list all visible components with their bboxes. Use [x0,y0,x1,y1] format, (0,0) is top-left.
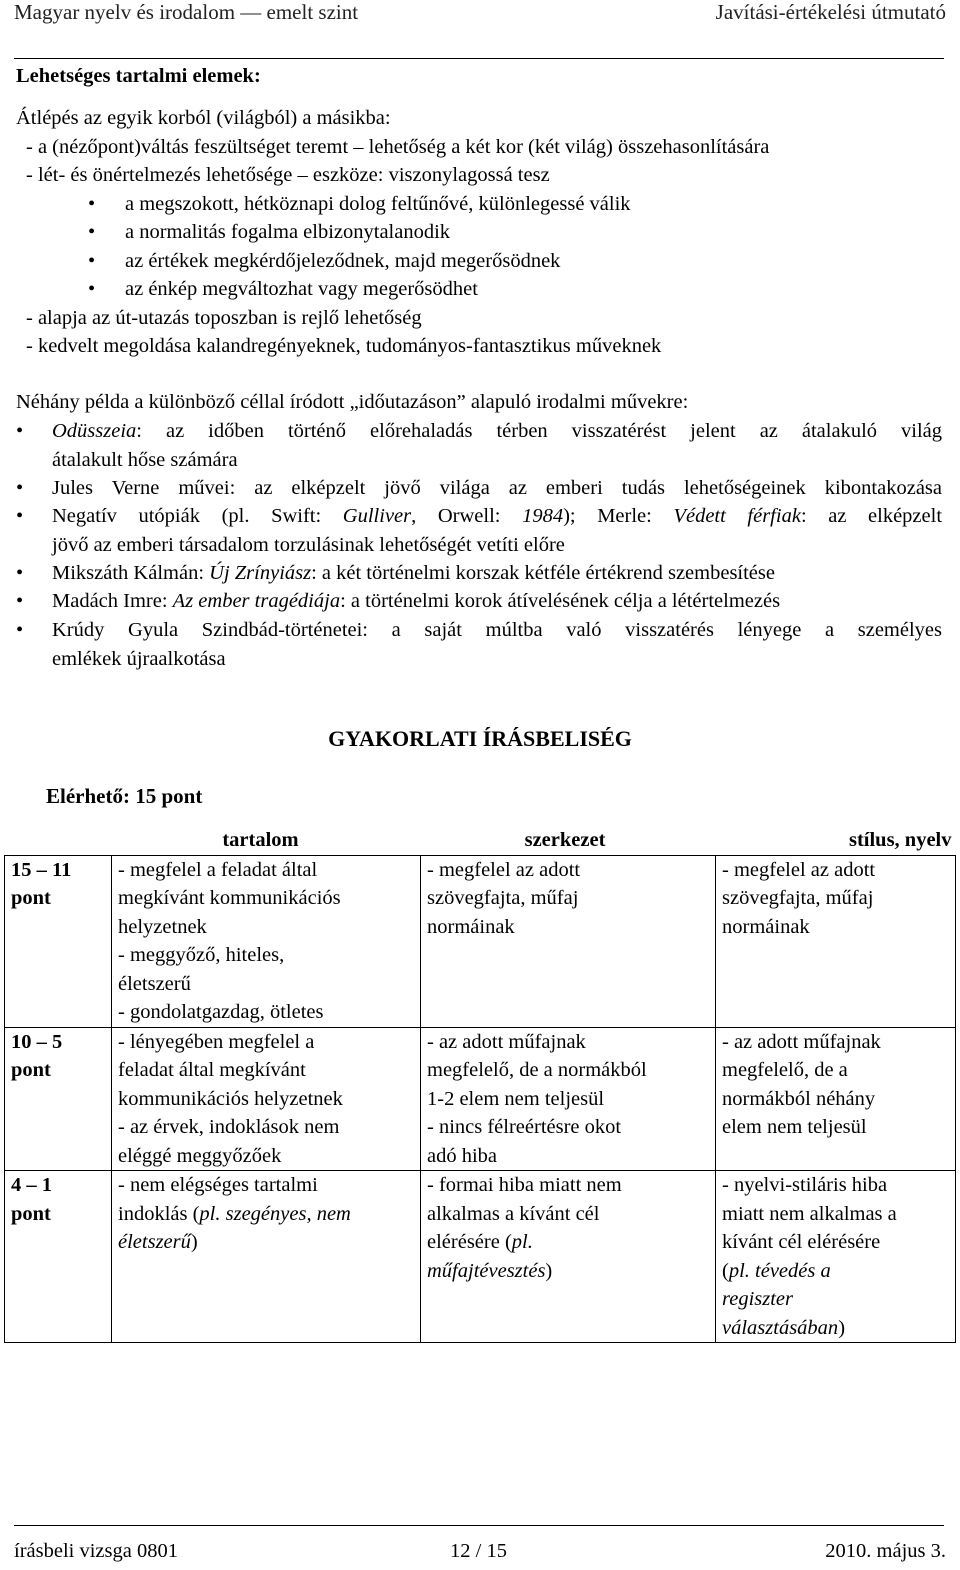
footer-date: 2010. május 3. [825,1540,946,1562]
level-cell: 15 – 11 pont [5,855,112,1027]
header-tartalom: tartalom [222,829,299,851]
example-bullet: • [16,619,24,641]
page-header [14,0,946,24]
content-cell: - lényegében megfelel a feladat által megkívánt kommunikációs helyzetnek - az érvek, indoklások nem eléggé meggyőzőek [112,1027,421,1171]
example-bullet: • [16,420,24,442]
style-cell: - nyelvi-stiláris hiba miatt nem alkalmas a kívánt cél elérésére (pl. tévedés a regiszter választásában) [716,1171,956,1343]
content-cell: - megfelel a feladat által megkívánt kommunikációs helyzetnek - meggyőző, hiteles, életszerű - gondolatgazdag, ötletes [112,855,421,1027]
example-krudy: Krúdy Gyula Szindbád-történetei: a saját múltba való visszatérés lényege a személyes emlékek újraalkotása [52,619,942,670]
structure-cell: - formai hiba miatt nem alkalmas a kívánt cél elérésére (pl. műfajtévesztés) [421,1171,716,1343]
level-cell: 4 – 1 pont [5,1171,112,1343]
example-verne: Jules Verne művei: az elképzelt jövő világa az emberi tudás lehetőségeinek kibontakozása [52,477,942,499]
example-utopiak: Negatív utópiák (pl. Swift: Gulliver, Orwell: 1984); Merle: Védett férfiak: az elképzelt jövő az emberi társadalom torzulásinak lehetőségét vetíti előre [52,505,943,556]
example-bullet: • [16,477,24,499]
table-header-row [5,826,956,855]
level-cell: 10 – 5 pont [5,1027,112,1171]
example-mikszath: Mikszáth Kálmán: Új Zrínyiász: a két történelmi korszak kétféle értékrend szembesítése [52,562,775,584]
structure-cell: - megfelel az adott szövegfajta, műfaj normáinak [421,855,716,1027]
header-stilus: stílus, nyelv [848,829,952,851]
dash-item: - a (nézőpont)váltás feszültséget teremt – lehetőség a két kor (két világ) összehasonlítására [26,136,770,158]
header-left: Magyar nyelv és irodalom — emelt szint [14,0,359,24]
example-odusszeia: Odüsszeia: az időben történő előrehaladás térben visszatérést jelent az átalakuló világ átalakult hőse számára [52,420,942,471]
table-row [5,1171,956,1343]
practice-title: GYAKORLATI ÍRÁSBELISÉG [328,726,632,751]
dash-item: - lét- és önértelmezés lehetősége – eszköze: viszonylagossá tesz [26,164,550,186]
dash-item: - alapja az út-utazás toposzban is rejlő lehetőség [26,307,422,329]
example-bullet: • [16,505,24,527]
page-number: 12 / 15 [450,1540,507,1562]
example-bullet: • [16,590,24,612]
examples-intro: Néhány példa a különböző céllal íródott „időutazáson” alapuló irodalmi művekre: [16,391,689,413]
footer-left: írásbeli vizsga 0801 [14,1540,178,1562]
header-rule [14,58,944,59]
style-cell: - megfelel az adott szövegfajta, műfaj normáinak [716,855,956,1027]
header-szerkezet: szerkezet [524,829,606,851]
structure-cell: - az adott műfajnak megfelelő, de a normákból 1-2 elem nem teljesül - nincs félreértésre okot adó hiba [421,1027,716,1171]
header-right: Javítási-értékelési útmutató [715,0,946,24]
table-row [5,855,956,1027]
footer-rule [14,1525,944,1526]
style-cell: - az adott műfajnak megfelelő, de a normákból néhány elem nem teljesül [716,1027,956,1171]
intro-line: Átlépés az egyik korból (világból) a másikba: [16,107,391,129]
section-title: Lehetséges tartalmi elemek: [16,65,261,87]
example-bullet: • [16,562,24,584]
table-row [5,1027,956,1171]
rating-table [4,826,956,1343]
dash-item: - kedvelt megoldása kalandregényeknek, tudományos-fantasztikus műveknek [26,335,662,357]
available-points: Elérhető: 15 pont [46,784,203,808]
content-cell: - nem elégséges tartalmi indoklás (pl. szegényes, nem életszerű) [112,1171,421,1343]
example-madach: Madách Imre: Az ember tragédiája: a történelmi korok átívelésének célja a létértelmezés [52,590,781,612]
